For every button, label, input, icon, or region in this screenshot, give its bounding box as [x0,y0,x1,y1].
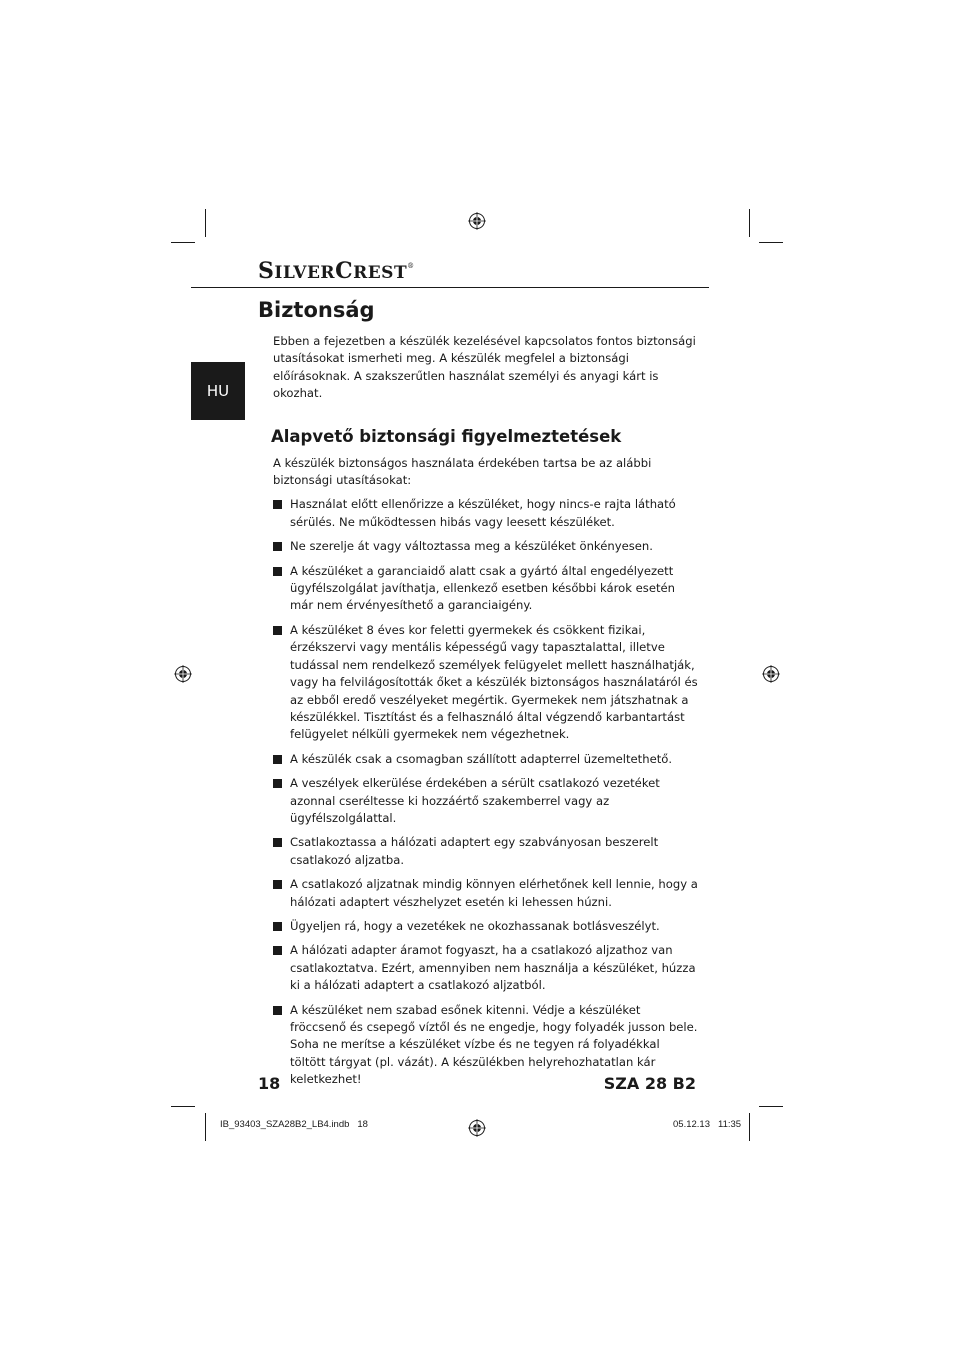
bullet-item [273,496,698,531]
bullet-item [273,563,698,615]
square-bullet-icon [273,542,282,551]
bullet-item [273,751,698,768]
page-number: 18 [258,1074,281,1093]
square-bullet-icon [273,880,282,889]
main-content [273,333,698,1096]
brand-letter: S [258,258,275,284]
bullet-text: Csatlakoztassa a hálózati adaptert egy szabványosan beszerelt csatlakozó aljzatba. [290,835,659,867]
crop-mark [749,209,750,237]
square-bullet-icon [273,946,282,955]
model-number: SZA 28 B2 [603,1074,696,1093]
registration-mark-icon [762,665,780,683]
bullet-text: A csatlakozó aljzatnak mindig könnyen elérhetőnek kell lennie, hogy a hálózati adaptert vészhelyzet esetén ki lehessen húzni. [290,877,698,909]
bullet-item [273,918,698,935]
bullet-text: Ügyeljen rá, hogy a vezetékek ne okozhassanak botlásveszélyt. [290,918,660,933]
square-bullet-icon [273,922,282,931]
crop-mark [171,1106,195,1107]
brand-letter: C [335,258,354,284]
brand-logo [258,258,415,284]
crop-mark [205,209,206,237]
bullet-item [273,876,698,911]
bullet-text: A készüléket nem szabad esőnek kitenni. Védje a készüléket fröccsenő és csepegő víztől és ne engedje, hogy folyadék jusson bele. Soha ne merítse a készüléket vízbe és ne tegyen rá folyadékkal töltött tárgyat (pl. vázát). A készülékben helyrehozhatatlan kár keletkezhet! [290,1002,698,1087]
bullet-text: A veszélyek elkerülése érdekében a sérült csatlakozó vezetéket azonnal cseréltesse ki hozzáértő szakemberrel vagy az ügyfélszolgálattal. [290,776,660,825]
registration-mark-icon [468,212,486,230]
header-rule [191,287,709,288]
bullet-text: A hálózati adapter áramot fogyaszt, ha a csatlakozó aljzathoz van csatlakoztatva. Ezért, amennyiben nem használja a készüléket, húzza ki a hálózati adaptert a csatlakozó aljzatból. [290,943,696,993]
bullet-text: A készülék csak a csomagban szállított adapterrel üzemeltethető. [290,751,673,766]
square-bullet-icon [273,567,282,576]
square-bullet-icon [273,755,282,764]
section-heading: Alapvető biztonsági figyelmeztetések [271,426,622,446]
bullet-item [273,834,698,869]
crop-mark [759,1106,783,1107]
bullet-item [273,942,698,994]
registration-mark-icon [174,665,192,683]
crop-mark [759,242,783,243]
brand-letters: ILVER [274,263,336,283]
bullet-item [273,538,698,555]
bullet-item [273,622,698,744]
bullet-item [273,775,698,827]
crop-mark [749,1113,750,1141]
crop-mark [171,242,195,243]
crop-mark [205,1113,206,1141]
slug-file: IB_93403_SZA28B2_LB4.indb 18 [220,1119,368,1130]
brand-letters: REST [353,263,408,283]
registered-mark: ® [407,262,415,270]
registration-mark-icon [468,1119,486,1137]
bullet-text: A készüléket a garanciaidő alatt csak a gyártó által engedélyezett ügyfélszolgálat javíthatja, ellenkező esetben későbbi károk esetén már nem érvényesíthető a garanciaigény. [290,563,675,613]
square-bullet-icon [273,838,282,847]
bullet-text: Használat előtt ellenőrizze a készüléket, hogy nincs-e rajta látható sérülés. Ne működtessen hibás vagy leesett készüléket. [290,497,676,529]
intro-paragraph: Ebben a fejezetben a készülék kezelésével kapcsolatos fontos biztonsági utasításokat ismerheti meg. A készülék megfelel a biztonsági előírásoknak. A szakszerűtlen használat személyi és anyagi kárt is okozhat. [273,334,696,401]
square-bullet-icon [273,500,282,509]
safety-bullet-list [273,496,698,1088]
language-tab [191,362,245,420]
slug-date: 05.12.13 [673,1119,710,1130]
language-tab-label: HU [206,382,230,400]
bullet-text: Ne szerelje át vagy változtassa meg a készüléket önkényesen. [290,539,653,554]
slug-time: 11:35 [718,1119,742,1130]
section-lead: A készülék biztonságos használata érdekében tartsa be az alábbi biztonsági utasításokat: [273,455,652,488]
bullet-text: A készüléket 8 éves kor feletti gyermekek és csökkent fizikai, érzékszervi vagy mentális képességű vagy tapasztalattal, illetve tudással nem rendelkező személyek felügyelet mellett használhatják, vagy ha felvilágosították őket a készülék biztonságos használatáról és az ebből eredő veszélyeket megértik. Gyermekek nem játszhatnak a készülékkel. Tisztítást és a felhasználó által végzendő karbantartást felügyelet nélküli gyermekek nem végezhetnek. [290,622,698,742]
square-bullet-icon [273,1006,282,1015]
square-bullet-icon [273,779,282,788]
square-bullet-icon [273,626,282,635]
page-title: Biztonság [258,298,375,322]
